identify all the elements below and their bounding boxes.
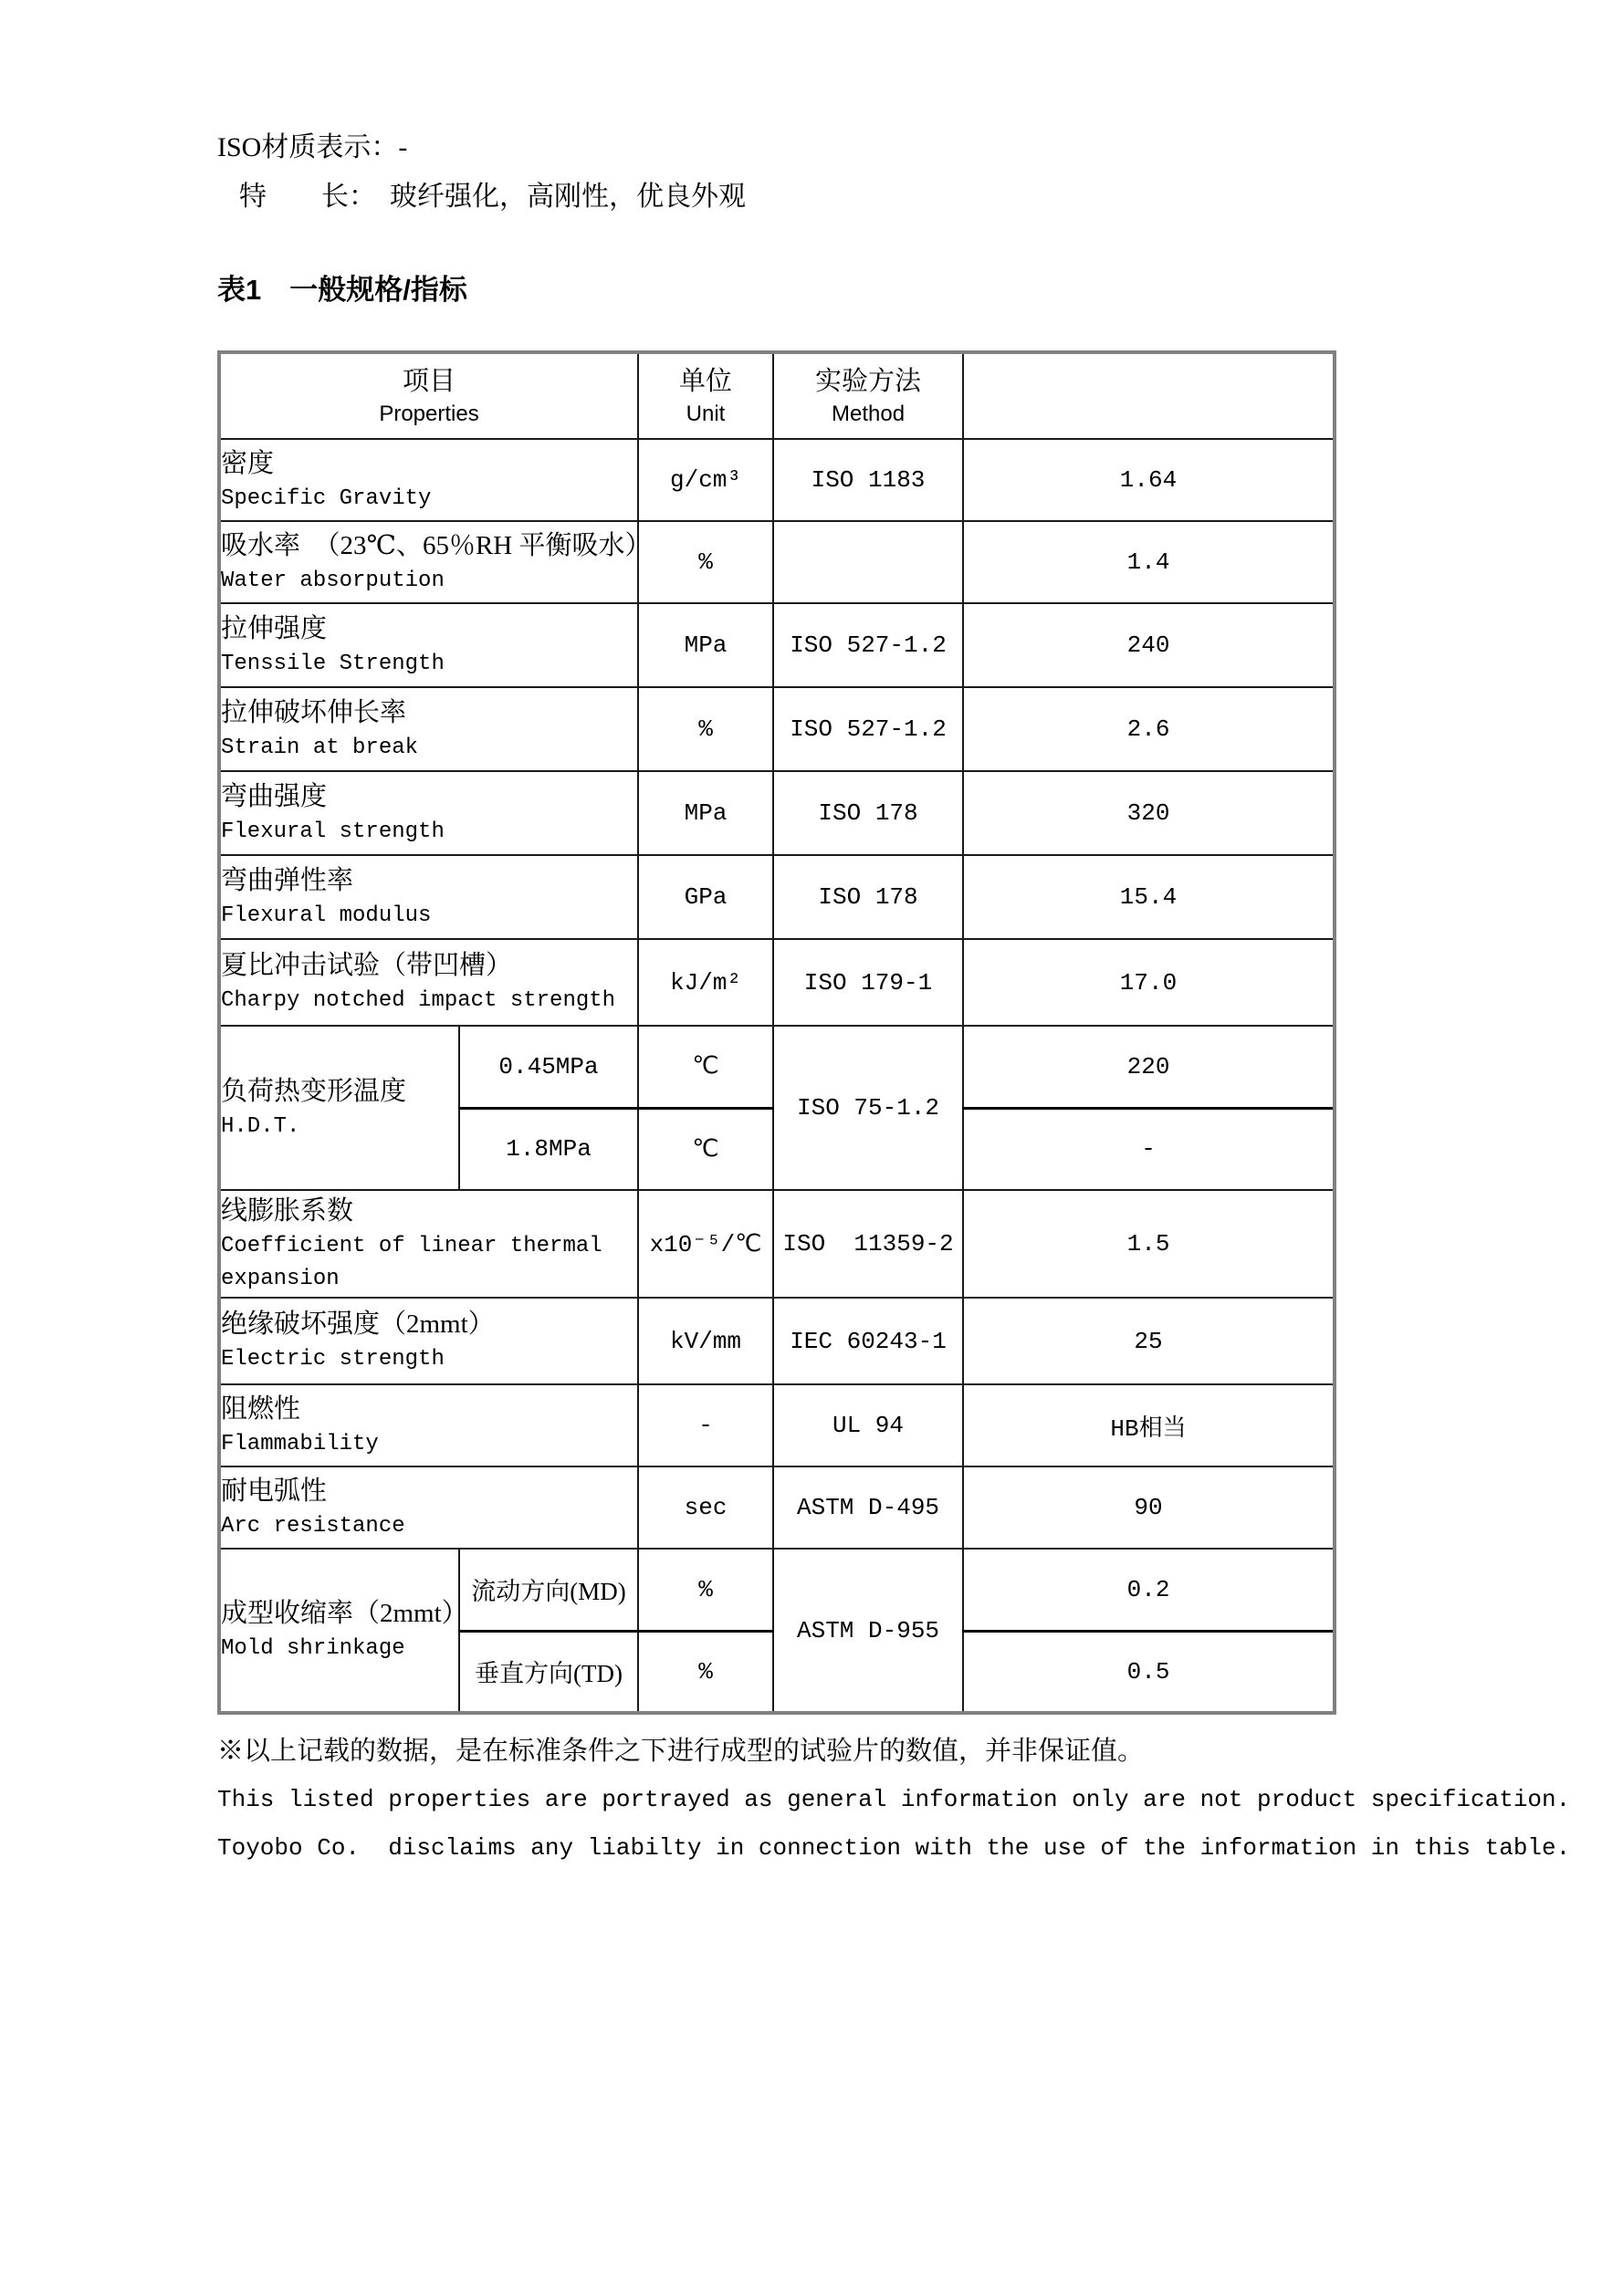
property-en: Water absorpution xyxy=(221,568,445,593)
method-cell: ISO 527-1.2 xyxy=(773,687,963,771)
value-cell: 0.2 xyxy=(963,1549,1335,1631)
header-unit-zh: 单位 xyxy=(679,367,733,396)
property-en: Coefficient of linear thermal expansion xyxy=(221,1233,602,1291)
header-properties-en: Properties xyxy=(379,402,479,426)
condition-cell: 流动方向(MD) xyxy=(459,1549,638,1631)
property-en: Arc resistance xyxy=(221,1513,405,1539)
property-en: Charpy notched impact strength xyxy=(221,988,616,1013)
unit-cell: % xyxy=(638,1549,773,1631)
row-tensile-strength xyxy=(219,603,1335,687)
value-cell: 1.5 xyxy=(963,1190,1335,1298)
row-water-absorption xyxy=(219,521,1335,603)
property-en: Flexural strength xyxy=(221,819,445,844)
property-zh: 密度 xyxy=(221,448,275,478)
row-flammability xyxy=(219,1384,1335,1466)
unit-cell: kJ/m² xyxy=(638,939,773,1026)
value-cell: 15.4 xyxy=(963,855,1335,939)
property-en: Specific Gravity xyxy=(221,485,432,511)
property-en: Flammability xyxy=(221,1431,379,1456)
row-hdt-045mpa xyxy=(219,1026,1335,1108)
row-mold-shrinkage-md xyxy=(219,1549,1335,1631)
table-title: 表1 一般规格/指标 xyxy=(217,274,467,306)
header-method-zh: 实验方法 xyxy=(815,367,922,396)
value-cell: 25 xyxy=(963,1298,1335,1384)
row-linear-expansion xyxy=(219,1190,1335,1298)
property-zh: 耐电弧性 xyxy=(221,1476,328,1506)
disclaimer-en-2: Toyobo Co. disclaims any liabilty in connection with the use of the information in this table. xyxy=(217,1834,1571,1862)
value-cell: 320 xyxy=(963,771,1335,855)
method-cell: UL 94 xyxy=(773,1384,963,1466)
unit-cell: % xyxy=(638,1631,773,1713)
row-density xyxy=(219,439,1335,521)
property-cell xyxy=(219,687,638,771)
method-cell xyxy=(773,521,963,603)
property-en: Tenssile Strength xyxy=(221,651,445,676)
unit-cell: MPa xyxy=(638,603,773,687)
header-value xyxy=(963,352,1335,439)
property-cell xyxy=(219,1384,638,1466)
unit-cell: g/cm³ xyxy=(638,439,773,521)
value-cell: HB相当 xyxy=(963,1384,1335,1466)
property-cell xyxy=(219,1466,638,1549)
header-unit-en: Unit xyxy=(686,402,726,426)
value-cell: 240 xyxy=(963,603,1335,687)
property-cell-mold-shrinkage xyxy=(219,1549,468,1713)
property-zh: 负荷热变形温度 xyxy=(221,1076,407,1106)
value-cell: 2.6 xyxy=(963,687,1335,771)
unit-cell: - xyxy=(638,1384,773,1466)
value-cell: 1.4 xyxy=(963,521,1335,603)
unit-cell: % xyxy=(638,687,773,771)
header-properties xyxy=(219,352,638,439)
property-zh: 夏比冲击试验（带凹槽） xyxy=(221,951,513,980)
value-cell: - xyxy=(963,1108,1335,1190)
property-en: H.D.T. xyxy=(221,1113,300,1139)
row-arc-resistance xyxy=(219,1466,1335,1549)
features-line: 特 长： 玻纤强化，高刚性，优良外观 xyxy=(239,182,746,212)
property-zh: 线膨胀系数 xyxy=(221,1195,354,1226)
method-cell: ISO 527-1.2 xyxy=(773,603,963,687)
header-row xyxy=(219,352,1335,439)
property-cell xyxy=(219,1190,638,1298)
method-cell: ASTM D-495 xyxy=(773,1466,963,1549)
disclaimer-en-1: This listed properties are portrayed as general information only are not product specification. xyxy=(217,1786,1571,1813)
property-zh: 弯曲强度 xyxy=(221,781,328,811)
header-method xyxy=(773,352,963,439)
unit-cell: sec xyxy=(638,1466,773,1549)
value-cell: 90 xyxy=(963,1466,1335,1549)
property-zh: 弯曲弹性率 xyxy=(221,865,354,895)
row-charpy-impact xyxy=(219,939,1335,1026)
value-cell: 1.64 xyxy=(963,439,1335,521)
intro-block xyxy=(217,130,1550,215)
property-cell xyxy=(219,439,638,521)
value-cell: 0.5 xyxy=(963,1631,1335,1713)
method-cell: ISO 178 xyxy=(773,855,963,939)
header-properties-zh: 项目 xyxy=(403,367,456,396)
method-cell: ISO 11359-2 xyxy=(773,1190,963,1298)
property-zh: 吸水率 （23℃、65％RH 平衡吸水） xyxy=(221,530,652,560)
row-flexural-strength xyxy=(219,771,1335,855)
property-zh: 成型收缩率（2mmt） xyxy=(221,1599,468,1628)
property-cell xyxy=(219,521,652,603)
unit-cell: kV/mm xyxy=(638,1298,773,1384)
property-zh: 拉伸破坏伸长率 xyxy=(221,697,407,727)
property-zh: 拉伸强度 xyxy=(221,613,328,643)
row-flexural-modulus xyxy=(219,855,1335,939)
property-zh: 绝缘破坏强度（2mmt） xyxy=(221,1310,495,1339)
property-cell-hdt xyxy=(219,1026,459,1190)
method-cell: ISO 179-1 xyxy=(773,939,963,1026)
unit-cell: GPa xyxy=(638,855,773,939)
property-cell xyxy=(219,855,638,939)
row-electric-strength xyxy=(219,1298,1335,1384)
property-en: Electric strength xyxy=(221,1347,445,1372)
property-cell xyxy=(219,771,638,855)
disclaimer-zh: ※以上记载的数据，是在标准条件之下进行成型的试验片的数值，并非保证值。 xyxy=(217,1737,1145,1766)
value-cell: 220 xyxy=(963,1026,1335,1108)
condition-cell: 垂直方向(TD) xyxy=(459,1631,638,1713)
footer-notes xyxy=(217,1727,1571,1873)
property-cell xyxy=(219,939,638,1026)
method-cell: ISO 1183 xyxy=(773,439,963,521)
condition-cell: 0.45MPa xyxy=(459,1026,638,1108)
unit-cell: x10⁻⁵/℃ xyxy=(638,1190,773,1298)
method-cell: IEC 60243-1 xyxy=(773,1298,963,1384)
method-cell: ISO 178 xyxy=(773,771,963,855)
value-cell: 17.0 xyxy=(963,939,1335,1026)
property-zh: 阻燃性 xyxy=(221,1393,301,1424)
unit-cell: ℃ xyxy=(638,1026,773,1108)
property-cell xyxy=(219,603,638,687)
property-en: Strain at break xyxy=(221,735,419,760)
property-en: Flexural modulus xyxy=(221,903,432,928)
property-cell xyxy=(219,1298,638,1384)
method-cell: ASTM D-955 xyxy=(773,1549,963,1713)
row-strain-at-break xyxy=(219,687,1335,771)
properties-table xyxy=(217,350,1336,1715)
header-unit xyxy=(638,352,773,439)
unit-cell: ℃ xyxy=(638,1108,773,1190)
unit-cell: % xyxy=(638,521,773,603)
unit-cell: MPa xyxy=(638,771,773,855)
property-en: Mold shrinkage xyxy=(221,1636,405,1661)
method-cell: ISO 75-1.2 xyxy=(773,1026,963,1190)
header-method-en: Method xyxy=(831,402,906,426)
condition-cell: 1.8MPa xyxy=(459,1108,638,1190)
iso-material-designation-line: ISO材质表示：- xyxy=(217,132,408,162)
